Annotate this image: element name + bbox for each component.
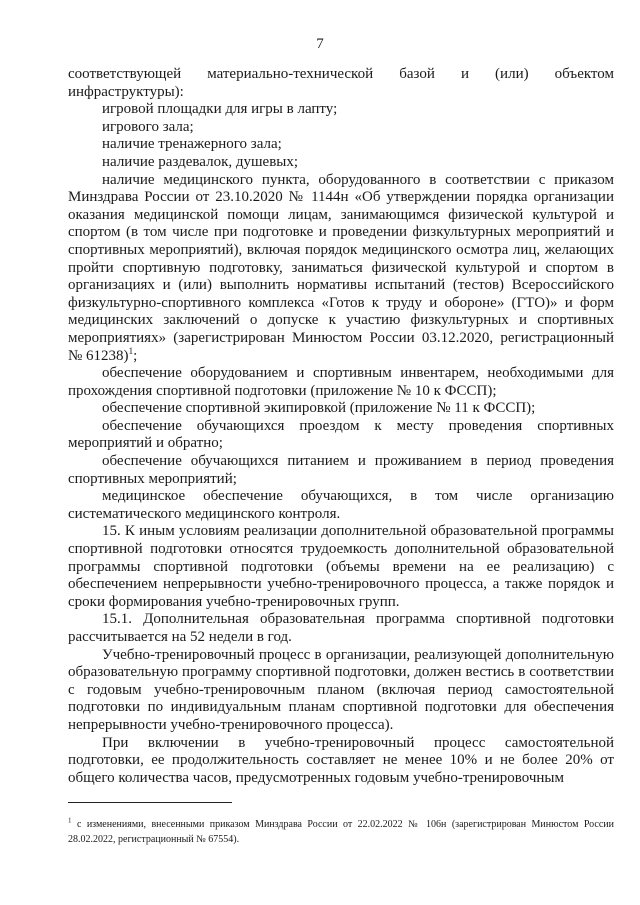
clause-15-1: 15.1. Дополнительная образовательная программа спортивной подготовки рассчитывается на 52 недели в год. — [68, 611, 614, 645]
footnote-text: с изменениями, внесенными приказом Минздрава России от 22.02.2022 № 106н (зарегистрирован Минюстом России 28.02.2022, регистрационный № 67554). — [68, 819, 614, 845]
clause-15: 15. К иным условиям реализации дополнительной образовательной программы спортивной подготовки относятся трудоемкость дополнительной образовательной программы спортивной подготовки (объемы времени на ее реализацию) с обеспечением непрерывности учебно-тренировочного процесса, а также порядок и сроки формирования учебно-тренировочных групп. — [68, 523, 614, 610]
paragraph: Учебно-тренировочный процесс в организации, реализующей дополнительную образовательную программу спортивной подготовки, должен вестись в соответствии с годовым учебно-тренировочным планом (включая период самостоятельной подготовки по индивидуальным планам спортивной подготовки для обеспечения непрерывности учебно-тренировочного процесса). — [68, 646, 614, 733]
footnote-marker: 1 — [68, 816, 72, 825]
list-item: обеспечение обучающихся питанием и проживанием в период проведения спортивных мероприятий; — [68, 453, 614, 487]
list-item: наличие раздевалок, душевых; — [102, 153, 299, 170]
paragraph-medical-point: наличие медицинского пункта, оборудованного в соответствии с приказом Минздрава России от 23.10.2020 № 1144н «Об утверждении порядка организации оказания медицинской помощи лицам, занимающимся физической культурой и спортом (в том числе при подготовке и проведении физкультурных мероприятий и спортивных мероприятий), включая порядок медицинского осмотра лиц, желающих пройти спортивную подготовку, заниматься физической культурой и спортом в организациях и (или) выполнить нормативы испытаний (тестов) Всероссийского физкультурно-спортивного комплекса «Готов к труду и обороне» (ГТО)» и форм медицинских заключений о допуске к участию физкультурных и спортивных мероприятиях» (зарегистрирован Минюстом России 03.12.2020, регистрационный № 61238)$^1$; — [68, 171, 614, 364]
footnote-reference: 1 — [128, 345, 134, 356]
list-item: медицинское обеспечение обучающихся, в том числе организацию систематического медицинского контроля. — [68, 488, 614, 522]
paragraph: При включении в учебно-тренировочный процесс самостоятельной подготовки, ее продолжительность составляет не менее 10% и не более 20% от общего количества часов, предусмотренных годовым учебно-тренировочным — [68, 734, 614, 786]
paragraph-text: наличие медицинского пункта, оборудованного в соответствии с приказом Минздрава России от 23.10.2020 № 1144н «Об утверждении порядка организации оказания медицинской помощи лицам, занимающимся физической культурой и спортом (в том числе при подготовке и проведении физкультурных мероприятий и спортивных мероприятий), включая порядок медицинского осмотра лиц, желающих пройти спортивную подготовку, заниматься физической культурой и спортом в организациях и (или) выполнить нормативы испытаний (тестов) Всероссийского физкультурно-спортивного комплекса «Готов к труду и обороне» (ГТО)» и форм медицинских заключений о допуске к участию физкультурных и спортивных мероприятиях» (зарегистрирован Минюстом России 03.12.2020, регистрационный № 61238) — [68, 171, 614, 364]
document-body — [68, 66, 614, 787]
list-item: обеспечение обучающихся проездом к месту проведения спортивных мероприятий и обратно; — [68, 417, 614, 452]
list-item: обеспечение оборудованием и спортивным инвентарем, необходимыми для прохождения спортивной подготовки (приложение № 10 к ФССП); — [68, 365, 614, 399]
list-item: игровой площадки для игры в лапту; — [102, 101, 338, 118]
list-item: обеспечение спортивной экипировкой (приложение № 11 к ФССП); — [102, 400, 536, 417]
list-item: игрового зала; — [102, 118, 194, 135]
list-item: наличие тренажерного зала; — [102, 136, 282, 153]
paragraph: соответствующей материально-технической базой и (или) объектом инфраструктуры): — [68, 66, 614, 100]
footnote-divider — [68, 802, 232, 803]
footnote — [68, 818, 614, 847]
page-number: 7 — [316, 36, 324, 52]
